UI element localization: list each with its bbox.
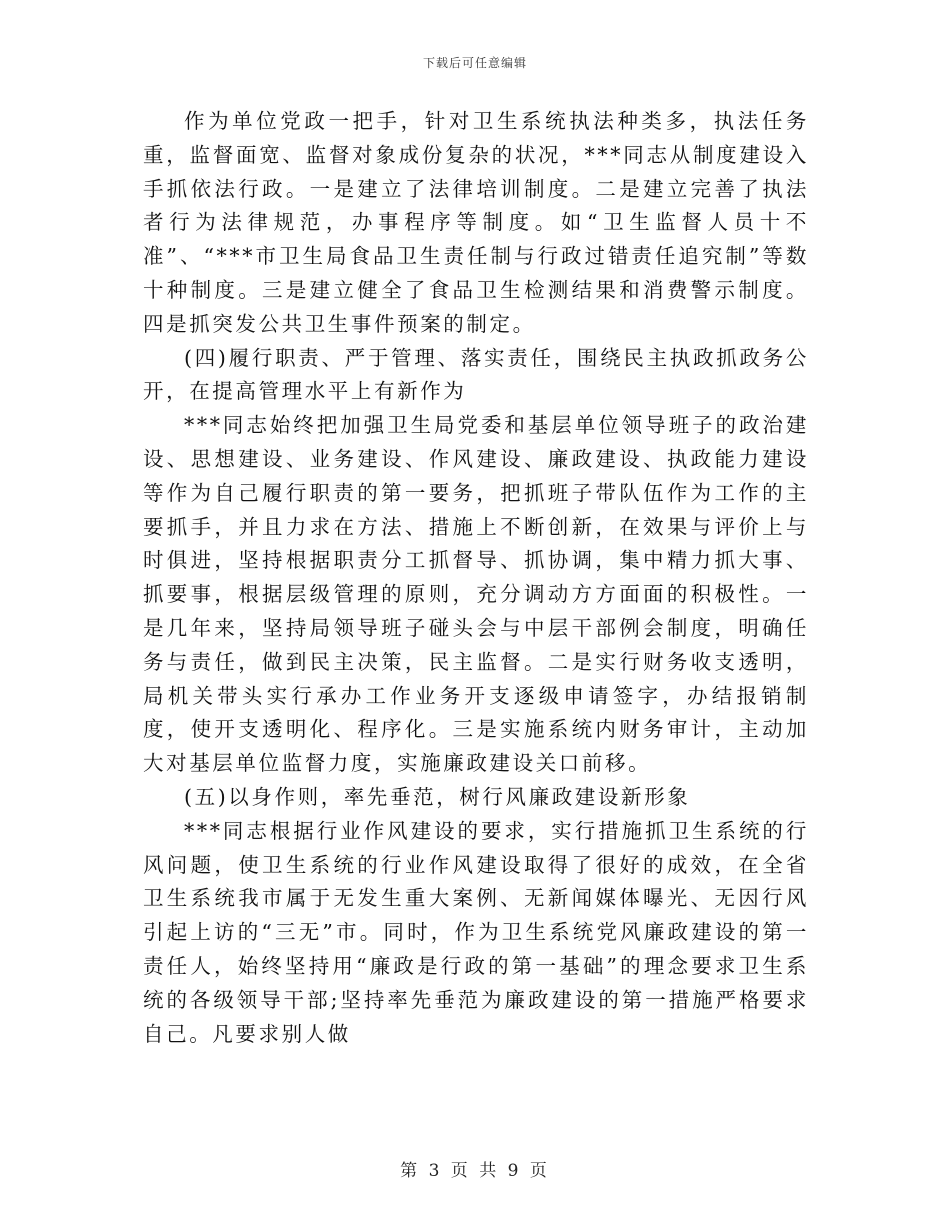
document-body	[143, 105, 809, 1051]
section-heading-4: (四)履行职责、严于管理、落实责任，围绕民主执政抓政务公开，在提高管理水平上有新作为	[143, 345, 809, 404]
section-heading-5: (五)以身作则，率先垂范，树行风廉政建设新形象	[184, 784, 691, 809]
paragraph-rule-of-law-systems: 作为单位党政一把手，针对卫生系统执法种类多，执法任务重，监督面宽、监督对象成份复杂的状况，***同志从制度建设入手抓依法行政。一是建立了法律培训制度。二是建立完善了执法者行为法律规范，办事程序等制度。如“卫生监督人员十不准”、“***市卫生局食品卫生责任制与行政过错责任追究制”等数十种制度。三是建立健全了食品卫生检测结果和消费警示制度。四是抓突发公共卫生事件预案的制定。	[143, 109, 809, 336]
page-number-footer: 第 3 页 共 9 页	[400, 1161, 550, 1181]
page-header-note: 下载后可任意编辑	[422, 56, 527, 70]
paragraph-integrity-conduct: ***同志根据行业作风建设的要求，实行措施抓卫生系统的行风问题，使卫生系统的行业作风建设取得了很好的成效，在全省卫生系统我市属于无发生重大案例、无新闻媒体曝光、无因行风引起上访的“三无”市。同时，作为卫生系统党风廉政建设的第一责任人，始终坚持用“廉政是行政的第一基础”的理念要求卫生系统的各级领导干部;坚持率先垂范为廉政建设的第一措施严格要求自己。凡要求别人做	[143, 818, 809, 1046]
paragraph-leadership-building: ***同志始终把加强卫生局党委和基层单位领导班子的政治建设、思想建设、业务建设、作风建设、廉政建设、执政能力建设等作为自己履行职责的第一要务，把抓班子带队伍作为工作的主要抓手，并且力求在方法、措施上不断创新，在效果与评价上与时俱进，坚持根据职责分工抓督导、抓协调，集中精力抓大事、抓要事，根据层级管理的原则，充分调动方方面面的积极性。一是几年来，坚持局领导班子碰头会与中层干部例会制度，明确任务与责任，做到民主决策，民主监督。二是实行财务收支透明，局机关带头实行承办工作业务开支逐级申请签字，办结报销制度，使开支透明化、程序化。三是实施系统内财务审计，主动加大对基层单位监督力度，实施廉政建设关口前移。	[143, 413, 809, 776]
